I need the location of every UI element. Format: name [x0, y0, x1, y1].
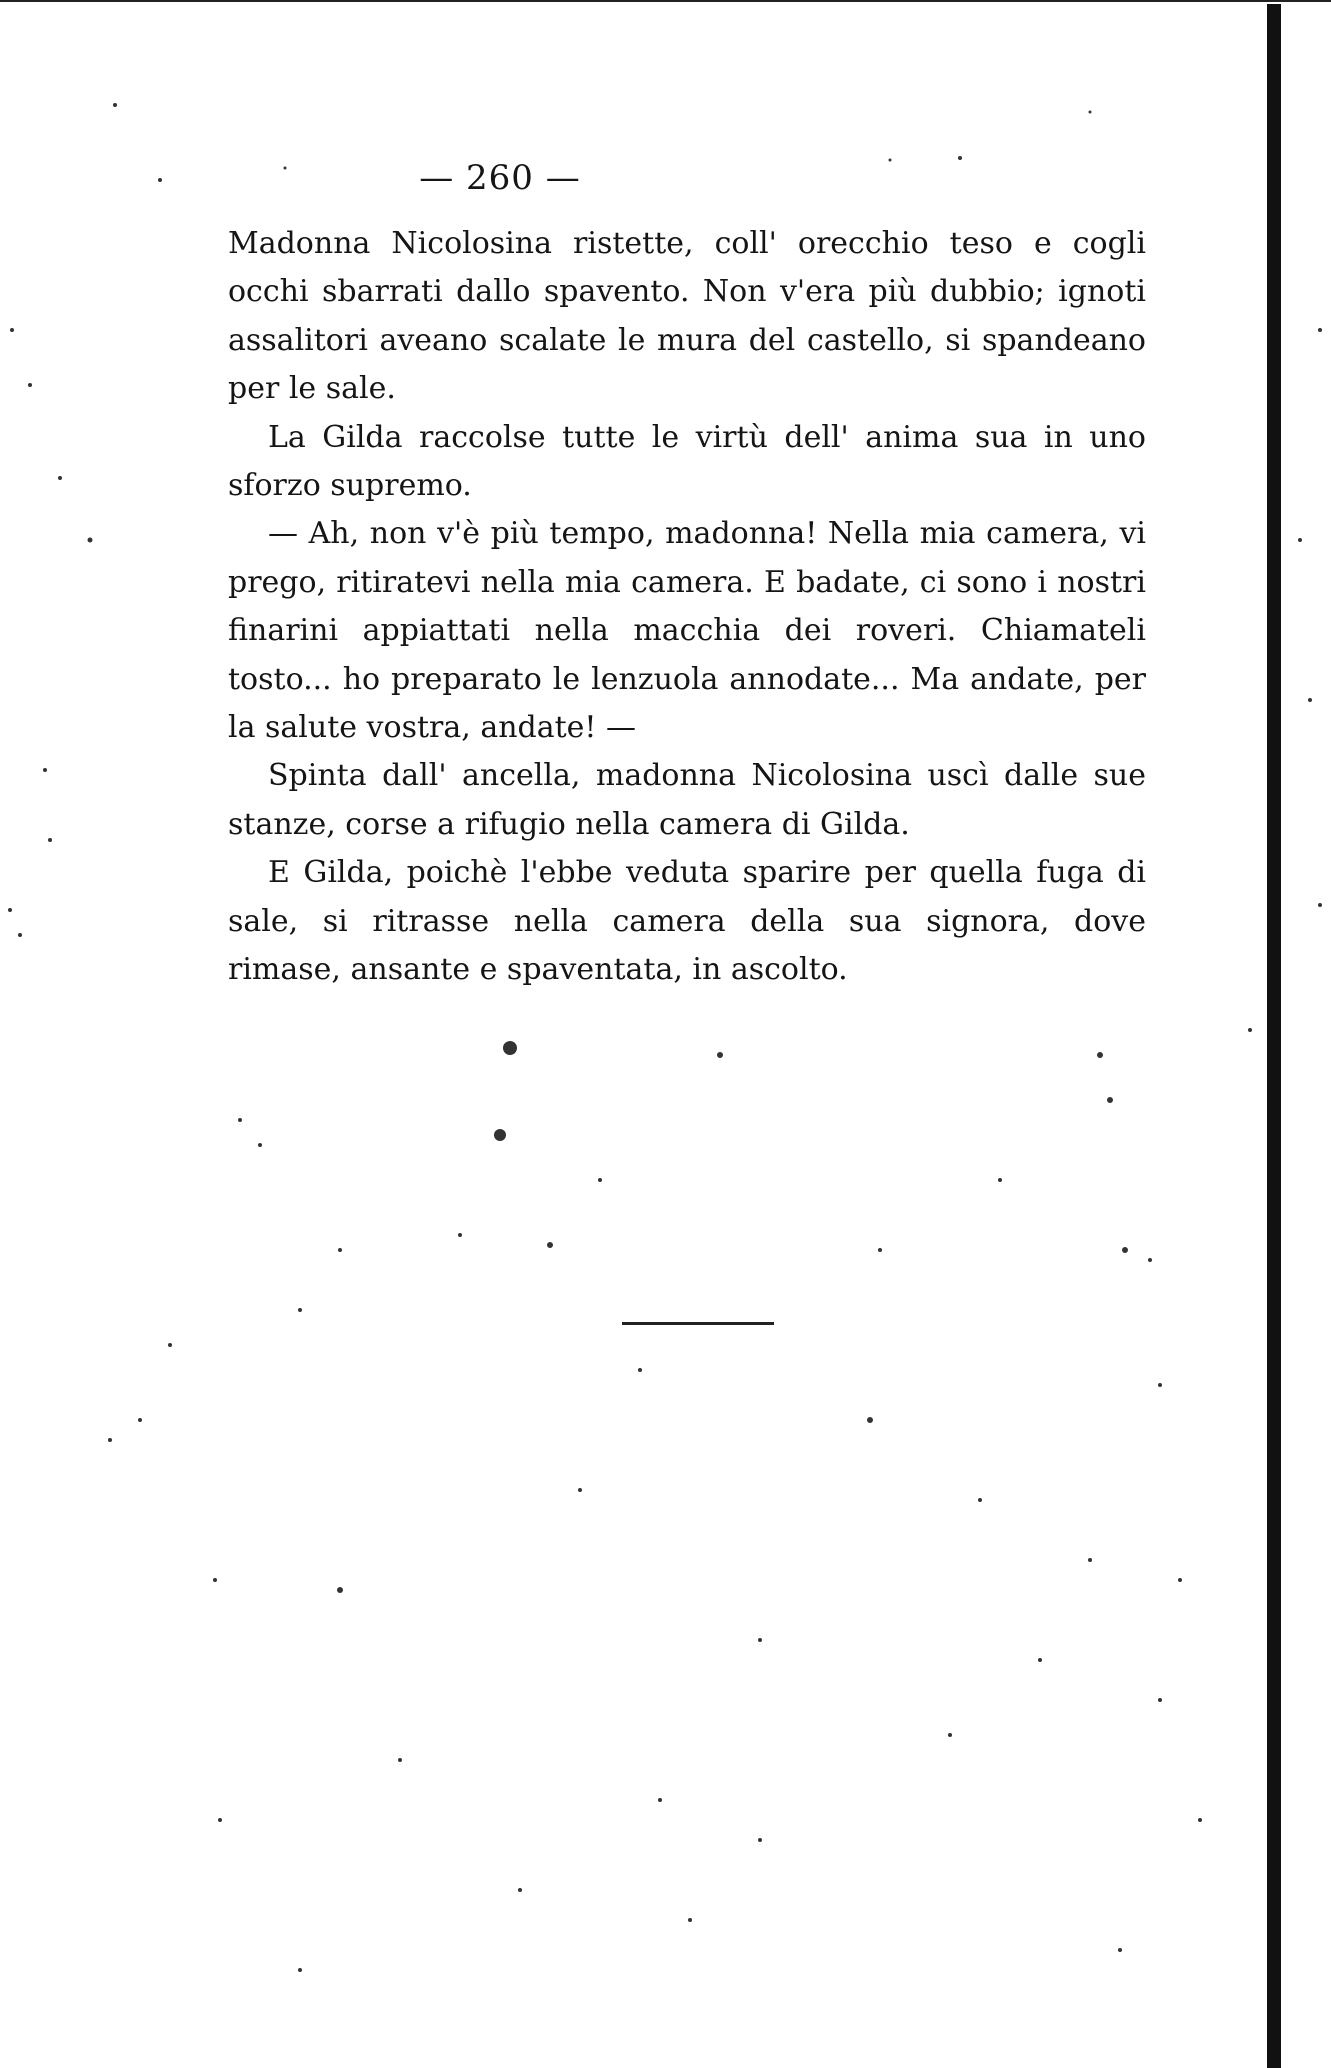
- paragraph-5: E Gilda, poichè l'ebbe veduta sparire per quella fuga di sale, si ritrasse nella camera della sua signora, dove rimase, ansante e spaventata, in ascolto.: [228, 855, 1146, 988]
- chapter-end-rule: [622, 1322, 774, 1325]
- paragraph-4: Spinta dall' ancella, madonna Nicolosina uscì dalle sue stanze, corse a rifugio nella camera di Gilda.: [228, 758, 1146, 842]
- paragraph-3: — Ah, non v'è più tempo, madonna! Nella mia camera, vi prego, ritiratevi nella mia camera. E badate, ci sono i nostri finarini appiattati nella macchia dei roveri. Chiamateli tosto... ho preparato le lenzuola annodate... Ma andate, per la salute vostra, andate! —: [228, 516, 1146, 746]
- paragraph-1: Madonna Nicolosina ristette, coll' orecchio teso e cogli occhi sbarrati dallo spavento. Non v'era più dubbio; ignoti assalitori aveano scalate le mura del castello, si spandeano per le sale.: [228, 226, 1146, 407]
- page-number: — 260 —: [419, 158, 581, 198]
- page-binding-edge: [1267, 4, 1281, 2068]
- body-text: [228, 220, 1146, 995]
- top-border-line: [0, 0, 1331, 2]
- paragraph-2: La Gilda raccolse tutte le virtù dell' anima sua in uno sforzo supremo.: [228, 419, 1146, 504]
